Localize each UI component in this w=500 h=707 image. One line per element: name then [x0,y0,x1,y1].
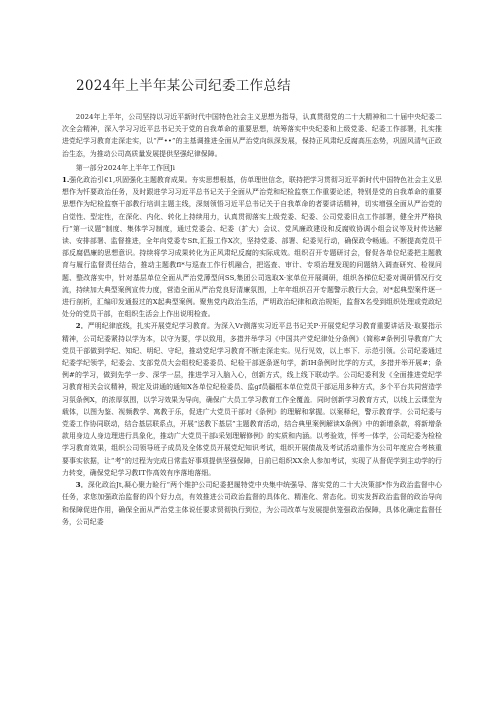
item-1-text: 强化政治引€1,巩固强化主题教育成果。夯实思想根基，仿单理世信念，联持把学习贯彻习近平新时代中国特色社会主义思想作为忏要政治任务，及时跟进学习习近平总书记关于全面从严治党和纪检监察工作重要论述，特别是党的自我革命的重要思想作为纪检监察干部教行培训主题主线，深刻领悟习近平总书记关于自我革命的者要讲话精神，切实增强全面从严治党的自觉性、型定性，在深化、内化、转化上持续用力，认真贯彻落实上级党委、纪委、公司党委旧点工作部署，健全并严格执行“第一议题”制度、集体学习制度，通过党委会、纪委（扩大）会议、党风廉政建设和反腐败协调小组会议等及时传达解读、安排部署、监督推进，全年向党委专Sft,汇报工作X次，坚持党委、部署、纪委见行动，确保政令畅通。不断提高党员干部反腐倡廉的思想意识。持续将学习成果转化为正风肃纪反腐的实际成效。组织召开专题研讨会，督促各单位纪委把主题教育与履行监督责任结合，推动主题教fl*与巡查工作行机融合，把巡查、审计、专项治理发现的问题纳入调查研究、检视问题、整改落实中，针对基层单位全面从严治党薄型问SS,集团公司选取X·家单位开展调研，组织各梯位纪委对调研情况行交流，持续加大典型案例宣传力度，营造全面从严治党良好清廉氛围，上年年组织召开专题警示教行大会，对*起典型案件逐一进行剖析，汇编印发通报过的X起典型案例。聚焦党内政治生活，严明政治纪律和政治规矩，监督X名受到组织处理或党政纪处分的党员干部，在组织生活会上作出说明检查。 [62,176,442,319]
item-3-marker: 3． [75,481,88,490]
item-3-paragraph [62,479,442,528]
intro-paragraph: 2024年上半年，公司坚持以习近平新时代中国特色社会主义思想为指导，认真贯彻党的二十大精神和二十届中央纪委二次全会精神，深入学习习近平总书记关于党的自我革命的重要思想，统筹落实中央纪委和上级党委、纪委工作部署，扎实推进党纪学习教育走深走实，以“严••”的主基调推进全面从严治党向纵深发展，保持正风肃纪反腐高压态势，巩固风清气正政治生态，为推动公司高质量发展提供坚强纪律保障。 [62,113,442,158]
section-heading: 第一部分2024年上半年工作回Ji [75,163,175,172]
item-3-text: 深化政治Jt,凝心聚力睑行“两个维护公司纪委把履特党中央集中统强导、落实党的二十大决策部*作为政治监督中心任务，求您加强政治监督的四个好力点，有效推进公司政治监督的具体化、精准化、常态化。切实发挥政治监督的政治导向和保障促进作用，确保全面从严治党主体说任要求贸彻执行到位，为公司改革与发展提供笼强政治保障，具体化确定监督任务，公司纪委 [62,481,442,526]
item-2-paragraph [62,320,442,479]
document-title: 2024年上半年某公司纪委工作总结 [76,78,291,94]
item-1-marker: 1. [62,176,70,185]
item-2-text: 严明纪律底线，扎实开展党纪学习教育。为深入Vr测落实习近平总书记关P·开展党纪学习教育重要讲话及·取要指示精神，公司纪委紧持以学为本，以守为要，学以致用，多措并举学习《中国共产党纪律处分条例》（简称#条例引导教育广大党员干部做到学纪、知纪、明纪、守纪，推动党纪学习教育不断走深走实。见行见效，以上率下．示范引领。公司纪委通过纪委学纪领学，纪委会、支部党员大会组校纪委委员、纪检干部逐条逐句学，新IH条例时比学的方式，多措并举开展#；条例#的学习，做到先学一步、深学一层，推进学习入脑入心，创新方式，线上线下联动学。公司纪委利发《全面推进党纪学习教育相关会议精神，规定及讲通的通知X各单位纪检委员、监gf员疆框本单位党员干部运用多种方式，多个平台共同营造学习氛条例X，的浓厚氛围，以学习效果为导向，确保广大员工学习教育工作全覆盖．同时创新学习教育方式，以线上云课堂为载体，以图为鉴、视频教学、寓教于乐，促进广大党员干部对《条例》的理解和掌握。以案释纪，警示教育学．公司纪委与党委工作协同联动，结合基层联系点，开展“送教下基层”主题教育活动，结合典里案例解读X条例》中的新增条款，将新增条款用身边人身边理进行具象化，推动广大党员干部i采划理解修例》的实质和内涵。以考验效，怦考一体学，公司纪委为检检学习教育效果，组织公司领导班子成员及全体党员开展党纪知识考试，组织开展债战及考试活动重作为公司年度应合考核重要事实依据，让“考”的过程为完成日常监好事项提供坚强保障，日前已组织XX余人参加考试，实现了从督促学到主动学的行力转变，确保党纪学习教IT作高效有序落地落细。 [62,322,442,477]
item-1-paragraph [62,174,442,320]
item-2-marker: 2． [75,322,88,331]
